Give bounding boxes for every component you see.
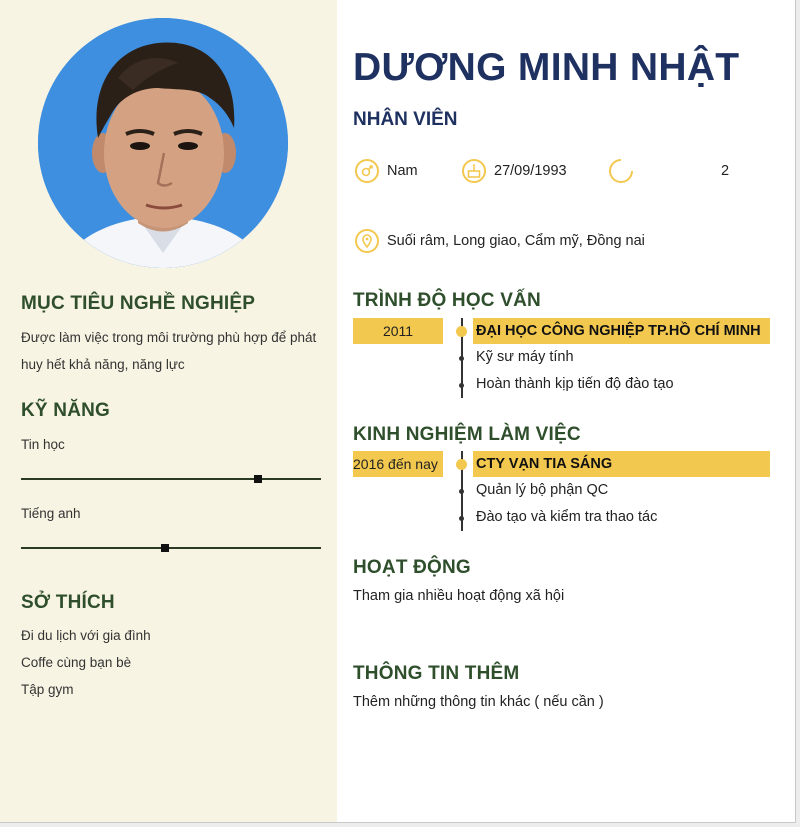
hobby-item: Coffe cùng bạn bè <box>21 655 132 670</box>
hobby-item: Đi du lịch với gia đình <box>21 628 151 643</box>
gender-icon <box>355 159 379 183</box>
experience-item: Quản lý bộ phận QC <box>476 482 609 498</box>
birthday-cake-icon <box>462 159 486 183</box>
timeline-bullet <box>459 516 464 521</box>
location-icon <box>355 229 379 253</box>
hobby-item: Tập gym <box>21 682 74 697</box>
sidebar <box>0 0 337 822</box>
skill-level-bar-computer <box>21 478 321 480</box>
skill-label-computer: Tin học <box>21 437 65 452</box>
timeline-bullet <box>459 383 464 388</box>
skill-level-marker-computer <box>254 475 262 483</box>
activities-text: Tham gia nhiều hoạt động xã hội <box>353 588 565 604</box>
candidate-name: DƯƠNG MINH NHẬT <box>353 46 740 89</box>
phone-info <box>609 157 729 185</box>
education-title: TRÌNH ĐỘ HỌC VẤN <box>353 290 541 311</box>
profile-photo <box>38 18 288 268</box>
skills-title: KỸ NĂNG <box>21 400 111 421</box>
skill-level-bar-english <box>21 547 321 549</box>
experience-company: CTY VẠN TIA SÁNG <box>473 451 770 477</box>
gender-info <box>355 157 418 185</box>
experience-period: 2016 đến nay <box>353 451 443 477</box>
address-value: Suối râm, Long giao, Cẩm mỹ, Đồng nai <box>387 233 645 249</box>
additional-info-title: THÔNG TIN THÊM <box>353 663 520 684</box>
timeline-dot <box>456 459 467 470</box>
timeline-bullet <box>459 489 464 494</box>
skill-level-marker-english <box>161 544 169 552</box>
objective-title: MỤC TIÊU NGHỀ NGHIỆP <box>21 293 256 314</box>
timeline-bullet <box>459 356 464 361</box>
education-item: Kỹ sư máy tính <box>476 349 574 365</box>
candidate-role: NHÂN VIÊN <box>353 109 458 130</box>
experience-title: KINH NGHIỆM LÀM VIỆC <box>353 424 581 445</box>
skill-label-english: Tiếng anh <box>21 506 81 521</box>
gender-value: Nam <box>387 163 418 179</box>
additional-info-text: Thêm những thông tin khác ( nếu cần ) <box>353 694 604 710</box>
objective-line-1: Được làm việc trong môi trường phù hợp để phát <box>21 330 317 345</box>
phone-value-partial: 2 <box>721 163 730 179</box>
experience-item: Đào tạo và kiểm tra thao tác <box>476 509 658 525</box>
birthdate-info <box>462 157 567 185</box>
activities-title: HOẠT ĐỘNG <box>353 557 471 578</box>
timeline-dot <box>456 326 467 337</box>
birthdate-value: 27/09/1993 <box>494 163 567 179</box>
hobbies-title: SỞ THÍCH <box>21 592 115 613</box>
education-year: 2011 <box>353 318 443 344</box>
phone-icon <box>609 159 633 183</box>
education-school: ĐẠI HỌC CÔNG NGHIỆP TP.HỒ CHÍ MINH <box>473 318 770 344</box>
objective-line-2: huy hết khả năng, năng lực <box>21 357 185 372</box>
address-info <box>355 227 645 255</box>
education-item: Hoàn thành kịp tiến độ đào tạo <box>476 376 674 392</box>
